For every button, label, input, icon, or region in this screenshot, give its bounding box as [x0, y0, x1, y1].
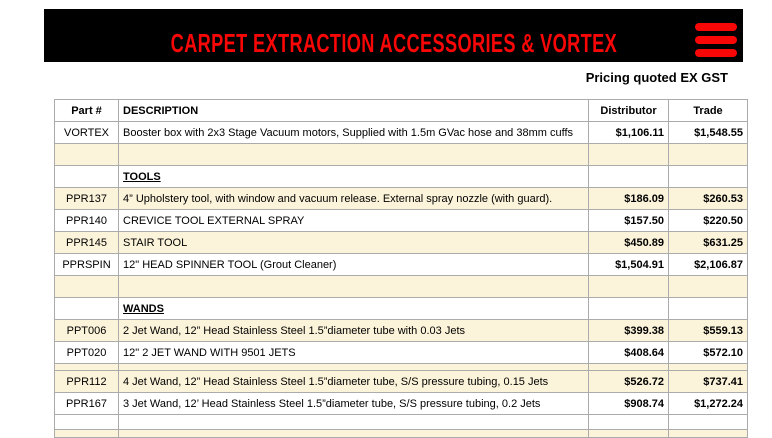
- trade-price-cell: [669, 415, 748, 430]
- distributor-price-cell: $1,504.91: [589, 254, 669, 276]
- column-header-part: Part #: [55, 100, 119, 122]
- distributor-price-cell: [589, 364, 669, 371]
- spacer-row: [55, 430, 748, 438]
- trade-price-cell: $1,272.24: [669, 393, 748, 415]
- spacer-row: [55, 364, 748, 371]
- description-cell: CREVICE TOOL EXTERNAL SPRAY: [119, 210, 589, 232]
- table-row: [55, 188, 748, 210]
- table-row: [55, 210, 748, 232]
- description-cell: 12" HEAD SPINNER TOOL (Grout Cleaner): [119, 254, 589, 276]
- part-cell: PPR112: [55, 371, 119, 393]
- part-cell: [55, 430, 119, 438]
- table-row: [55, 342, 748, 364]
- part-cell: PPR167: [55, 393, 119, 415]
- price-table-body: [55, 122, 748, 438]
- column-header-distributor: Distributor: [589, 100, 669, 122]
- part-cell: PPT006: [55, 320, 119, 342]
- distributor-price-cell: $157.50: [589, 210, 669, 232]
- description-cell: [119, 415, 589, 430]
- distributor-price-cell: $1,106.11: [589, 122, 669, 144]
- section-title-cell: [119, 166, 589, 188]
- trade-price-cell: $2,106.87: [669, 254, 748, 276]
- description-cell: Booster box with 2x3 Stage Vacuum motors, Supplied with 1.5m GVac hose and 38mm cuffs: [119, 122, 589, 144]
- distributor-price-cell: $450.89: [589, 232, 669, 254]
- distributor-price-cell: $908.74: [589, 393, 669, 415]
- trade-price-cell: [669, 364, 748, 371]
- header-row: [55, 100, 748, 122]
- table-row: [55, 254, 748, 276]
- title-banner: [44, 9, 743, 62]
- distributor-price-cell: $408.64: [589, 342, 669, 364]
- distributor-price-cell: $186.09: [589, 188, 669, 210]
- pricing-table: [54, 99, 748, 438]
- description-cell: [119, 430, 589, 438]
- distributor-price-cell: [589, 430, 669, 438]
- distributor-price-cell: $399.38: [589, 320, 669, 342]
- trade-price-cell: $572.10: [669, 342, 748, 364]
- section-row: [55, 298, 748, 320]
- description-cell: 12" 2 JET WAND WITH 9501 JETS: [119, 342, 589, 364]
- table-row: [55, 122, 748, 144]
- trade-price-cell: $220.50: [669, 210, 748, 232]
- part-cell: [55, 415, 119, 430]
- section-title: TOOLS: [123, 170, 161, 183]
- description-cell: STAIR TOOL: [119, 232, 589, 254]
- distributor-price-cell: [589, 166, 669, 188]
- description-cell: 4 Jet Wand, 12” Head Stainless Steel 1.5”diameter tube, S/S pressure tubing, 0.15 Jets: [119, 371, 589, 393]
- description-cell: 4” Upholstery tool, with window and vacuum release. External spray nozzle (with guard).: [119, 188, 589, 210]
- distributor-price-cell: [589, 298, 669, 320]
- part-cell: PPRSPIN: [55, 254, 119, 276]
- part-cell: VORTEX: [55, 122, 119, 144]
- column-header-trade: Trade: [669, 100, 748, 122]
- table-header: [55, 100, 748, 122]
- part-cell: [55, 166, 119, 188]
- table-row: [55, 371, 748, 393]
- part-cell: [55, 364, 119, 371]
- hamburger-bar: [695, 49, 737, 57]
- part-cell: PPT020: [55, 342, 119, 364]
- spacer-row: [55, 415, 748, 430]
- description-cell: [119, 144, 589, 166]
- hamburger-icon[interactable]: [695, 23, 737, 57]
- trade-price-cell: $260.53: [669, 188, 748, 210]
- trade-price-cell: [669, 276, 748, 298]
- pricing-note: Pricing quoted EX GST: [585, 70, 728, 85]
- description-cell: 2 Jet Wand, 12” Head Stainless Steel 1.5”diameter tube with 0.03 Jets: [119, 320, 589, 342]
- trade-price-cell: $559.13: [669, 320, 748, 342]
- part-cell: [55, 144, 119, 166]
- part-cell: PPR140: [55, 210, 119, 232]
- spacer-row: [55, 144, 748, 166]
- part-cell: PPR145: [55, 232, 119, 254]
- section-row: [55, 166, 748, 188]
- part-cell: [55, 298, 119, 320]
- hamburger-bar: [695, 23, 737, 31]
- section-title-cell: [119, 298, 589, 320]
- distributor-price-cell: [589, 276, 669, 298]
- part-cell: PPR137: [55, 188, 119, 210]
- column-header-description: DESCRIPTION: [119, 100, 589, 122]
- table-row: [55, 320, 748, 342]
- trade-price-cell: [669, 166, 748, 188]
- spacer-row: [55, 276, 748, 298]
- distributor-price-cell: $526.72: [589, 371, 669, 393]
- table-row: [55, 393, 748, 415]
- part-cell: [55, 276, 119, 298]
- trade-price-cell: [669, 144, 748, 166]
- distributor-price-cell: [589, 415, 669, 430]
- description-cell: [119, 276, 589, 298]
- trade-price-cell: $631.25: [669, 232, 748, 254]
- trade-price-cell: $1,548.55: [669, 122, 748, 144]
- pricing-table-container: [54, 99, 748, 438]
- page-title: CARPET EXTRACTION ACCESSORIES & VORTEX: [170, 27, 617, 58]
- trade-price-cell: $737.41: [669, 371, 748, 393]
- trade-price-cell: [669, 430, 748, 438]
- description-cell: 3 Jet Wand, 12’ Head Stainless Steel 1.5”diameter tube, S/S pressure tubing, 0.2 Jets: [119, 393, 589, 415]
- hamburger-bar: [695, 36, 737, 44]
- section-title: WANDS: [123, 302, 164, 315]
- distributor-price-cell: [589, 144, 669, 166]
- description-cell: [119, 364, 589, 371]
- table-row: [55, 232, 748, 254]
- trade-price-cell: [669, 298, 748, 320]
